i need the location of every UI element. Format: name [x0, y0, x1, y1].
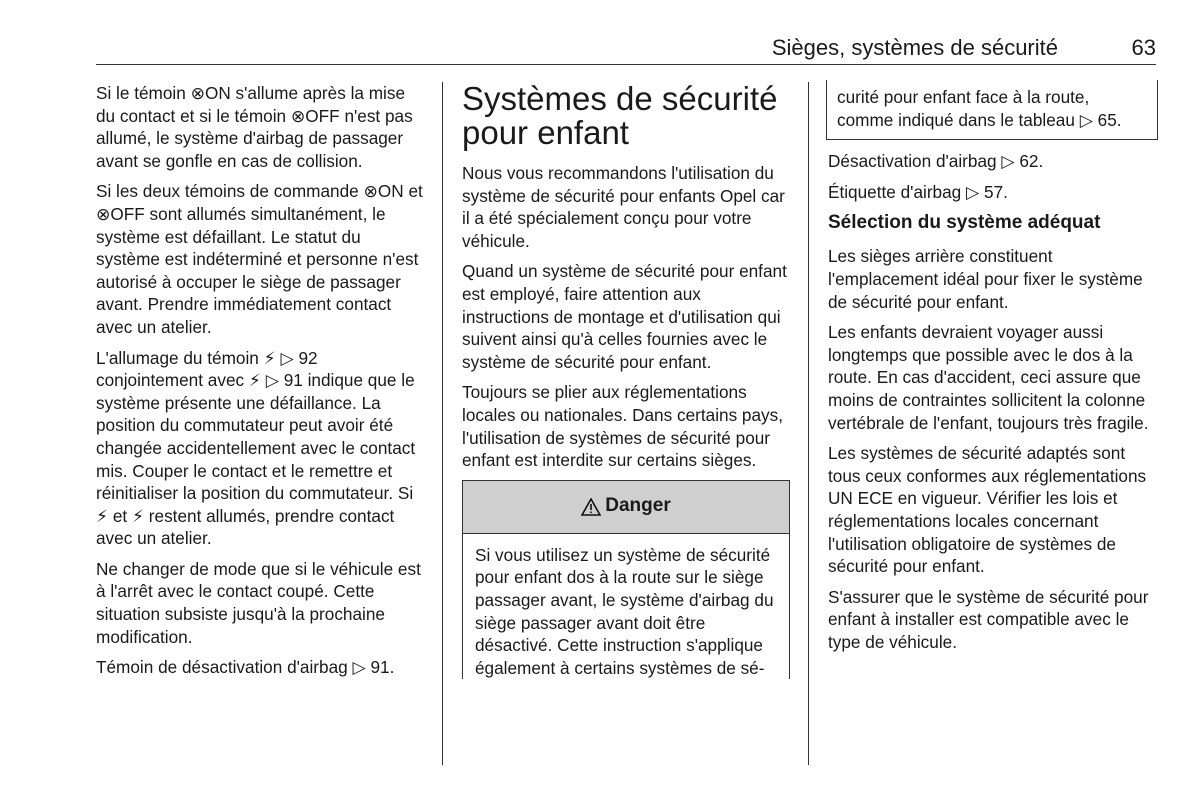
danger-warning-box: [462, 480, 790, 680]
page-number: 63: [1131, 35, 1156, 60]
danger-box-continued: curité pour enfant face à la route, comme indiqué dans le tableau ▷ 65.: [826, 80, 1158, 140]
warning-triangle-icon: [581, 498, 601, 516]
page-header: [96, 34, 1156, 65]
paragraph: Si les deux témoins de commande ⊗ON et ⊗OFF sont allumés simultanément, le système est défaillant. Le statut du système est indéterminé et personne n'est autorisé à occuper le siège de passager avant. Prendre immédiatement contact avec un atelier.: [96, 181, 423, 337]
paragraph: L'allumage du témoin ⚡ ▷ 92 conjointement avec ⚡ ▷ 91 indique que le système présente une défaillance. La position du commutateur peut avoir été changée accidentellement avec le contact mis. Couper le contact et le remettre et réinitialiser la position du commutateur. Si ⚡ et ⚡ restent allumés, prendre contact avec un atelier.: [96, 347, 416, 549]
danger-body: Si vous utilisez un système de sécurité pour enfant dos à la route sur le siège passager avant, le système d'airbag du siège passager avant doit être désactivé. Cette instruction s'applique également à certains systèmes de sé-: [475, 544, 774, 678]
paragraph: Les sièges arrière constituent l'emplacement idéal pour fixer le système de sécurité pour enfant.: [828, 246, 1143, 312]
cross-reference: Étiquette d'airbag ▷ 57.: [828, 181, 1008, 202]
subsection-heading: Sélection du système adéquat: [828, 212, 1101, 234]
paragraph: Quand un système de sécurité pour enfant est employé, faire attention aux instructions de montage et d'utilisation qui suivent ainsi qu'à celles fournies avec le système de sécurité pour enfant.: [462, 261, 787, 372]
paragraph: S'assurer que le système de sécurité pour enfant à installer est compatible avec le type de véhicule.: [828, 586, 1149, 652]
paragraph: Toujours se plier aux réglementations locales ou nationales. Dans certains pays, l'utilisation de systèmes de sécurité pour enfant est interdite sur certains sièges.: [462, 382, 784, 471]
paragraph: Les systèmes de sécurité adaptés sont tous ceux conformes aux réglementations UN ECE en vigueur. Vérifier les lois et réglementations locales concernant l'utilisation obligatoire de systèmes de sécurité pour enfant.: [828, 443, 1147, 577]
section-heading: Systèmes de sécurité pour enfant: [462, 80, 778, 151]
paragraph: Si le témoin ⊗ON s'allume après la mise du contact et si le témoin ⊗OFF n'est pas allumé, le système d'airbag de passager avant se gonfle en cas de collision.: [96, 83, 413, 171]
column-left: [96, 82, 424, 687]
section-title: Sièges, systèmes de sécurité: [771, 35, 1058, 60]
paragraph: Nous vous recommandons l'utilisation du système de sécurité pour enfants Opel car il a été spécialement conçu pour votre véhicule.: [462, 163, 785, 251]
column-right: [828, 82, 1158, 661]
paragraph: Témoin de désactivation d'airbag ▷ 91.: [96, 657, 395, 678]
danger-title: Danger: [605, 495, 671, 517]
column-divider: [808, 82, 809, 765]
cross-reference: Désactivation d'airbag ▷ 62.: [828, 151, 1044, 172]
paragraph: Ne changer de mode que si le véhicule est à l'arrêt avec le contact coupé. Cette situation subsiste jusqu'à la prochaine modification.: [96, 558, 421, 647]
paragraph: Les enfants devraient voyager aussi longtemps que possible avec le dos à la route. En cas d'accident, ceci assure que moins de contraintes sollicitent la colonne vertébrale de l'enfant, toujours très fragile.: [828, 322, 1149, 433]
danger-header: [463, 481, 789, 534]
column-middle: [462, 82, 790, 679]
column-divider: [442, 82, 443, 765]
